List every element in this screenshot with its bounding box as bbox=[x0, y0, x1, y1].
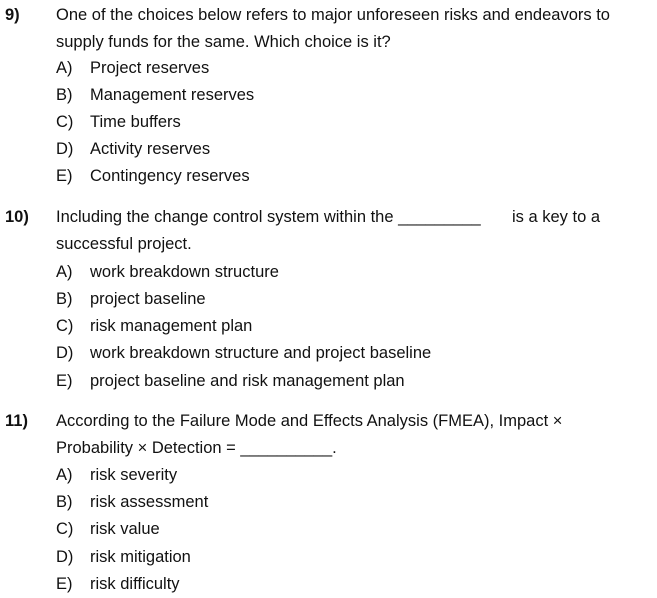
question-stem-line-2: Probability × Detection = __________. bbox=[56, 439, 337, 457]
option-letter: B) bbox=[56, 86, 73, 104]
option-letter: E) bbox=[56, 372, 73, 390]
option-a[interactable] bbox=[56, 465, 177, 485]
question-stem-line-1: According to the Failure Mode and Effects Analysis (FMEA), Impact × bbox=[56, 412, 563, 430]
option-text: risk assessment bbox=[90, 493, 209, 511]
option-text: Project reserves bbox=[90, 59, 210, 77]
option-text: work breakdown structure bbox=[90, 263, 279, 281]
question-number: 11) bbox=[5, 412, 28, 430]
option-letter: A) bbox=[56, 466, 73, 484]
option-letter: A) bbox=[56, 263, 73, 281]
question-stem-line-1: Including the change control system within the _________ bbox=[56, 208, 481, 226]
option-letter: D) bbox=[56, 548, 74, 566]
option-b[interactable] bbox=[56, 289, 206, 309]
option-letter: B) bbox=[56, 290, 73, 308]
option-e[interactable] bbox=[56, 371, 405, 391]
option-text: risk mitigation bbox=[90, 548, 191, 566]
option-text: work breakdown structure and project baseline bbox=[90, 344, 432, 362]
option-letter: E) bbox=[56, 575, 73, 593]
option-text: project baseline and risk management plan bbox=[90, 372, 405, 390]
question-stem-line-2: supply funds for the same. Which choice is it? bbox=[56, 33, 391, 51]
option-letter: C) bbox=[56, 520, 74, 538]
option-text: risk difficulty bbox=[90, 575, 180, 593]
option-letter: A) bbox=[56, 59, 73, 77]
option-b[interactable] bbox=[56, 85, 254, 105]
option-text: Time buffers bbox=[90, 113, 181, 131]
option-text: risk value bbox=[90, 520, 160, 538]
option-letter: D) bbox=[56, 140, 74, 158]
option-c[interactable] bbox=[56, 519, 160, 539]
option-c[interactable] bbox=[56, 316, 252, 336]
option-text: project baseline bbox=[90, 290, 206, 308]
option-d[interactable] bbox=[56, 547, 191, 567]
option-letter: E) bbox=[56, 167, 73, 185]
option-letter: D) bbox=[56, 344, 74, 362]
option-text: risk management plan bbox=[90, 317, 253, 335]
option-text: Contingency reserves bbox=[90, 167, 250, 185]
option-a[interactable] bbox=[56, 262, 279, 282]
option-text: Activity reserves bbox=[90, 140, 211, 158]
option-letter: B) bbox=[56, 493, 73, 511]
question-number: 9) bbox=[5, 6, 20, 24]
option-e[interactable] bbox=[56, 574, 180, 594]
option-e[interactable] bbox=[56, 166, 250, 186]
option-letter: C) bbox=[56, 113, 74, 131]
question-number: 10) bbox=[5, 208, 29, 226]
option-text: risk severity bbox=[90, 466, 178, 484]
option-text: Management reserves bbox=[90, 86, 255, 104]
question-stem-line-1-tail: is a key to a bbox=[512, 208, 601, 226]
option-c[interactable] bbox=[56, 112, 181, 132]
option-b[interactable] bbox=[56, 492, 208, 512]
question-stem-line-1: One of the choices below refers to major unforeseen risks and endeavors to bbox=[56, 6, 610, 24]
question-stem-line-2: successful project. bbox=[56, 235, 192, 253]
option-a[interactable] bbox=[56, 58, 209, 78]
option-d[interactable] bbox=[56, 343, 431, 363]
option-letter: C) bbox=[56, 317, 74, 335]
option-d[interactable] bbox=[56, 139, 210, 159]
